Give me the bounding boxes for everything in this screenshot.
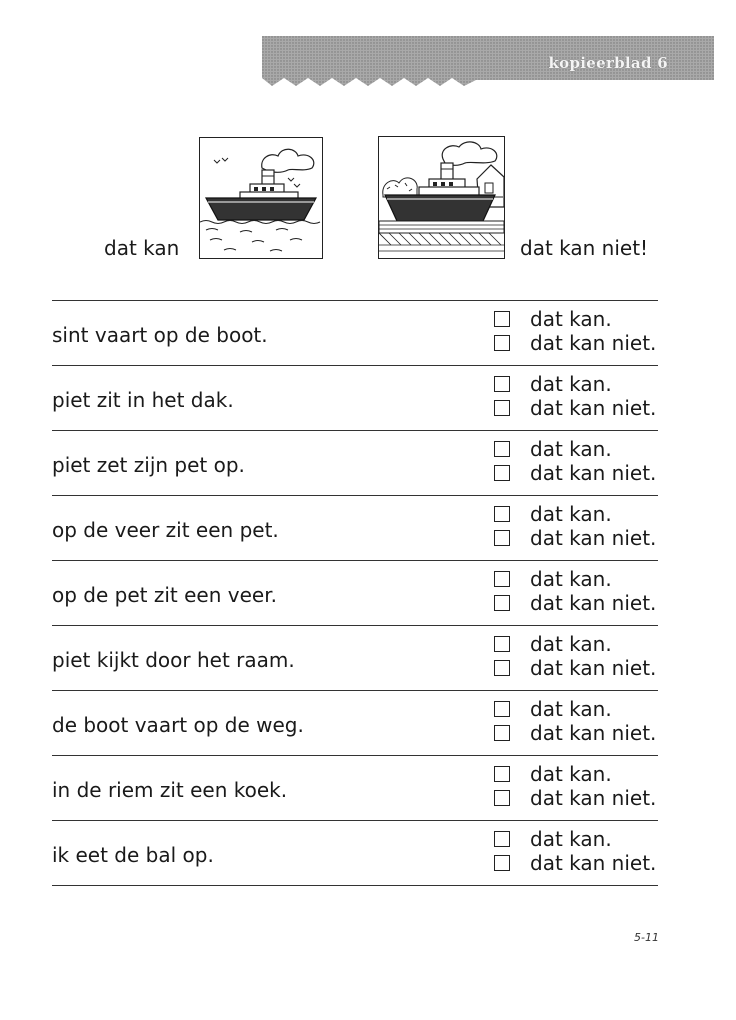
option-label: dat kan. [530, 697, 612, 721]
exercise-row-6 [52, 626, 658, 691]
checkbox[interactable] [494, 376, 510, 392]
option-label: dat kan niet. [530, 331, 657, 355]
option-label: dat kan. [530, 762, 612, 786]
sentence-text: piet kijkt door het raam. [52, 648, 295, 672]
label-possible: dat kan [104, 236, 180, 260]
option-impossible[interactable] [494, 461, 656, 485]
sentence-text: op de veer zit een pet. [52, 518, 279, 542]
sentence-text: piet zet zijn pet op. [52, 453, 245, 477]
ship-on-road-illustration [378, 136, 505, 259]
option-impossible[interactable] [494, 656, 656, 680]
option-label: dat kan niet. [530, 721, 657, 745]
option-label: dat kan niet. [530, 591, 657, 615]
checkbox[interactable] [494, 831, 510, 847]
option-possible[interactable] [494, 632, 612, 656]
exercise-row-9 [52, 821, 658, 886]
checkbox[interactable] [494, 766, 510, 782]
option-label: dat kan. [530, 307, 612, 331]
ship-on-water-illustration [199, 137, 323, 259]
option-possible[interactable] [494, 307, 612, 331]
option-label: dat kan. [530, 567, 612, 591]
option-label: dat kan. [530, 632, 612, 656]
checkbox[interactable] [494, 636, 510, 652]
checkbox[interactable] [494, 530, 510, 546]
checkbox[interactable] [494, 660, 510, 676]
checkbox[interactable] [494, 725, 510, 741]
option-impossible[interactable] [494, 331, 656, 355]
checkbox[interactable] [494, 701, 510, 717]
option-label: dat kan niet. [530, 461, 657, 485]
option-possible[interactable] [494, 502, 612, 526]
option-possible[interactable] [494, 762, 612, 786]
option-label: dat kan niet. [530, 786, 657, 810]
exercise-row-1 [52, 301, 658, 366]
exercise-row-3 [52, 431, 658, 496]
checkbox[interactable] [494, 400, 510, 416]
option-possible[interactable] [494, 697, 612, 721]
worksheet-banner [262, 36, 714, 86]
option-label: dat kan. [530, 437, 612, 461]
sentence-text: sint vaart op de boot. [52, 323, 268, 347]
page-number: 5-11 [634, 931, 659, 944]
checkbox[interactable] [494, 790, 510, 806]
checkbox[interactable] [494, 465, 510, 481]
exercise-row-4 [52, 496, 658, 561]
option-label: dat kan. [530, 502, 612, 526]
option-impossible[interactable] [494, 721, 656, 745]
checkbox[interactable] [494, 595, 510, 611]
option-impossible[interactable] [494, 591, 656, 615]
sentence-text: in de riem zit een koek. [52, 778, 288, 802]
option-label: dat kan niet. [530, 526, 657, 550]
option-impossible[interactable] [494, 396, 656, 420]
option-label: dat kan niet. [530, 656, 657, 680]
checkbox[interactable] [494, 441, 510, 457]
banner-title: kopieerblad 6 [548, 54, 668, 72]
option-label: dat kan niet. [530, 851, 657, 875]
sentence-text: op de pet zit een veer. [52, 583, 277, 607]
option-possible[interactable] [494, 827, 612, 851]
option-impossible[interactable] [494, 526, 656, 550]
checkbox[interactable] [494, 311, 510, 327]
row-divider [52, 885, 658, 886]
checkbox[interactable] [494, 335, 510, 351]
checkbox[interactable] [494, 571, 510, 587]
option-impossible[interactable] [494, 786, 656, 810]
option-possible[interactable] [494, 567, 612, 591]
option-possible[interactable] [494, 372, 612, 396]
sentence-text: piet zit in het dak. [52, 388, 234, 412]
label-impossible: dat kan niet! [520, 236, 649, 260]
checkbox[interactable] [494, 855, 510, 871]
exercise-row-7 [52, 691, 658, 756]
exercise-row-8 [52, 756, 658, 821]
exercise-row-5 [52, 561, 658, 626]
option-possible[interactable] [494, 437, 612, 461]
option-label: dat kan. [530, 372, 612, 396]
exercise-row-2 [52, 366, 658, 431]
sentence-text: de boot vaart op de weg. [52, 713, 304, 737]
option-label: dat kan. [530, 827, 612, 851]
sentence-text: ik eet de bal op. [52, 843, 214, 867]
option-label: dat kan niet. [530, 396, 657, 420]
checkbox[interactable] [494, 506, 510, 522]
option-impossible[interactable] [494, 851, 656, 875]
